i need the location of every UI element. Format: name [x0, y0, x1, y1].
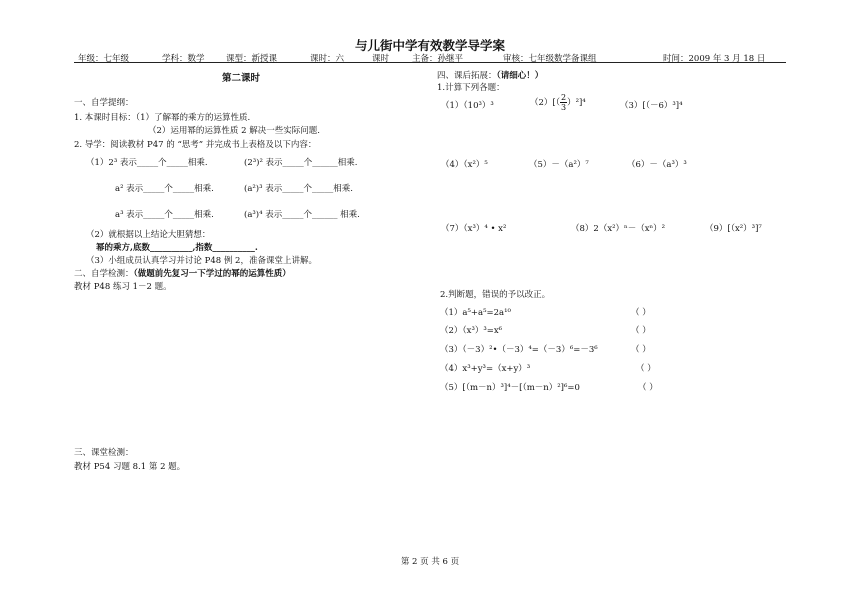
goal-2: （2）运用幂的运算性质 2 解决一些实际问题. [148, 126, 320, 136]
fill-row2-b: (a²)³ 表示_____个_____相乘. [244, 184, 353, 194]
judge-1-answer: （ ） [631, 308, 651, 318]
fill-row1-a: （1）2³ 表示_____个_____相乘. [86, 158, 208, 168]
calc-6: （6）－（a³）³ [627, 160, 687, 170]
meta-date: 时间：2009 年 3 月 18 日 [663, 54, 766, 64]
judge-1: （1）a⁵+a⁵=2a¹⁰ [440, 308, 511, 318]
section2-text: 教材 P48 练习 1－2 题。 [74, 282, 172, 292]
meta-period: 课时 [372, 54, 390, 64]
calc-7: （7）（x³）⁴ • x² [441, 224, 507, 234]
discuss-text: （3）小组成员认真学习并讨论 P48 例 2，准备课堂上讲解。 [86, 256, 317, 266]
section4-note: （请细心！） [496, 71, 544, 81]
fill-row3-a: a³ 表示_____个_____相乘. [115, 210, 214, 220]
judge-2-answer: （ ） [631, 326, 651, 336]
section2-heading-text: 二、自学检测： [74, 269, 134, 279]
section4-heading [437, 69, 543, 81]
section4-heading-text: 四、课后拓展： [437, 71, 497, 81]
meta-host: 主备：孙继平 [412, 54, 464, 64]
calc-2 [530, 93, 586, 112]
section1-heading: 一、自学提纲： [74, 98, 134, 108]
judge-4-answer: （ ） [636, 364, 656, 374]
judge-5-answer: （ ） [638, 383, 658, 393]
goal-1: 1. 本课时目标：（1）了解幂的乘方的运算性质. [74, 113, 251, 123]
judge-4: （4）x³+y³=（x+y）³ [440, 364, 531, 374]
calc-8: （8）2（x²）ⁿ－（xⁿ）² [571, 224, 666, 234]
fill-row3-b: (a³)⁴ 表示_____个______ 相乘. [244, 210, 360, 220]
fill-row2-a: a² 表示_____个_____相乘. [115, 184, 214, 194]
meta-lesson-type: 课型：新授课 [226, 54, 278, 64]
calc-2-denominator: 3 [560, 103, 567, 112]
calc-2-fraction [560, 93, 567, 112]
calc-2-pre: （2）[（ [530, 98, 560, 108]
section3-text: 教材 P54 习题 8.1 第 2 题。 [74, 462, 186, 472]
page-footer: 第 2 页 共 6 页 [400, 557, 460, 567]
section2-note: （做题前先复习一下学过的幂的运算性质） [133, 269, 291, 279]
calc-heading: 1.计算下列各题： [437, 83, 505, 93]
meta-reviewer: 审核：七年级数学备课组 [503, 54, 597, 64]
calc-5: （5）－（a²）⁷ [529, 160, 589, 170]
section2-heading [74, 267, 291, 279]
document-title: 与儿街中学有效教学导学案 [354, 38, 505, 53]
rule-statement: 幂的乘方,底数__________,指数__________. [96, 243, 258, 253]
meta-hours: 课时：六 [310, 54, 345, 64]
meta-grade: 年级：七年级 [78, 54, 130, 64]
fill-row1-b: (2³)² 表示_____个______相乘. [244, 158, 358, 168]
meta-subject: 学科：数学 [162, 54, 205, 64]
calc-3: （3）[（－6）³]⁴ [620, 101, 683, 111]
section3-heading: 三、课堂检测： [74, 448, 134, 458]
calc-4: （4）（x²）⁵ [441, 160, 488, 170]
calc-9: （9）[（x²）³]⁷ [705, 224, 762, 234]
judge-5: （5）[（m－n）³]⁴－[（m－n）²]⁶=0 [440, 383, 580, 393]
judge-3: （3）（－3）²•（－3）⁴=（－3）⁶=－3⁶ [440, 345, 598, 355]
header-rule [74, 62, 786, 63]
calc-1: （1）（10³）³ [441, 101, 494, 111]
judge-2: （2）（x³）³=x⁶ [440, 326, 503, 336]
judge-heading: 2.判断题，错误的予以改正。 [440, 290, 551, 300]
calc-2-post: ）²]⁴ [567, 98, 586, 108]
judge-3-answer: （ ） [631, 345, 651, 355]
calc-2-numerator: 2 [560, 93, 567, 102]
guess-text: （2）就根据以上结论大胆猜想： [86, 230, 211, 240]
guide-text: 2. 导学：阅读教材 P47 的 “思考” 并完成书上表格及以下内容： [74, 140, 317, 150]
lesson-title: 第二课时 [222, 73, 261, 84]
